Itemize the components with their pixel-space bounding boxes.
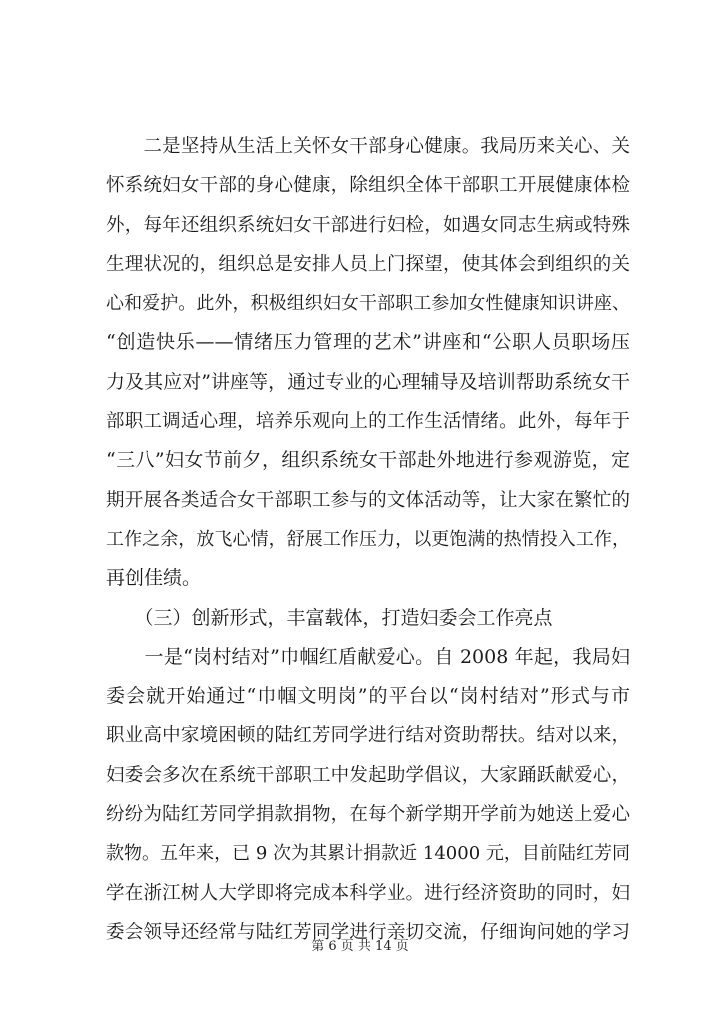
text-line: 生理状况的，组织总是安排人员上门探望，使其体会到组织的关 (106, 253, 630, 275)
text-line: 委会就开始通过“巾帼文明岗”的平台以“岗村结对”形式与市 (106, 685, 630, 708)
text-line: 一是“岗村结对”巾帼红盾献爱心。自 2008 年起，我局妇 (106, 645, 630, 668)
text-line: 心和爱护。此外，积极组织妇女干部职工参加女性健康知识讲座、 (106, 293, 630, 315)
page-footer: 第 6 页 共 14 页 (311, 939, 409, 954)
text-line: 力及其应对”讲座等，通过专业的心理辅导及培训帮助系统女干 (106, 370, 630, 393)
text-line: 期开展各类适合女干部职工参与的文体活动等，让大家在繁忙的 (106, 489, 630, 511)
text-line: 纷纷为陆红芳同学捐款捐物，在每个新学期开学前为她送上爱心 (106, 804, 630, 826)
text-line: 二是坚持从生活上关怀女干部身心健康。我局历来关心、关 (106, 136, 630, 157)
text-line: “三八”妇女节前夕，组织系统女干部赴外地进行参观游览，定 (106, 449, 630, 472)
text-line: 外，每年还组织系统妇女干部进行妇检，如遇女同志生病或特殊 (106, 214, 630, 236)
text-line: 工作之余，放飞心情，舒展工作压力，以更饱满的热情投入工作， (106, 528, 630, 550)
text-line: “创造快乐——情绪压力管理的艺术”讲座和“公职人员职场压 (106, 331, 630, 354)
text-line: 款物。五年来，已 9 次为其累计捐款近 14000 元，目前陆红芳同 (106, 843, 630, 865)
body-text (106, 127, 630, 952)
text-line: （三）创新形式，丰富载体，打造妇委会工作亮点 (106, 606, 553, 629)
text-line: 妇委会多次在系统干部职工中发起助学倡议，大家踊跃献爱心， (106, 764, 630, 786)
text-line: 委会领导还经常与陆红芳同学进行亲切交流，仔细询问她的学习 (106, 921, 630, 943)
text-line: 职业高中家境困顿的陆红芳同学进行结对资助帮扶。结对以来， (106, 725, 630, 747)
text-line: 部职工调适心理，培养乐观向上的工作生活情绪。此外，每年于 (106, 411, 630, 433)
text-line: 怀系统妇女干部的身心健康，除组织全体干部职工开展健康体检 (106, 175, 630, 197)
text-line: 再创佳绩。 (106, 567, 202, 590)
text-line: 学在浙江树人大学即将完成本科学业。进行经济资助的同时，妇 (106, 882, 630, 904)
